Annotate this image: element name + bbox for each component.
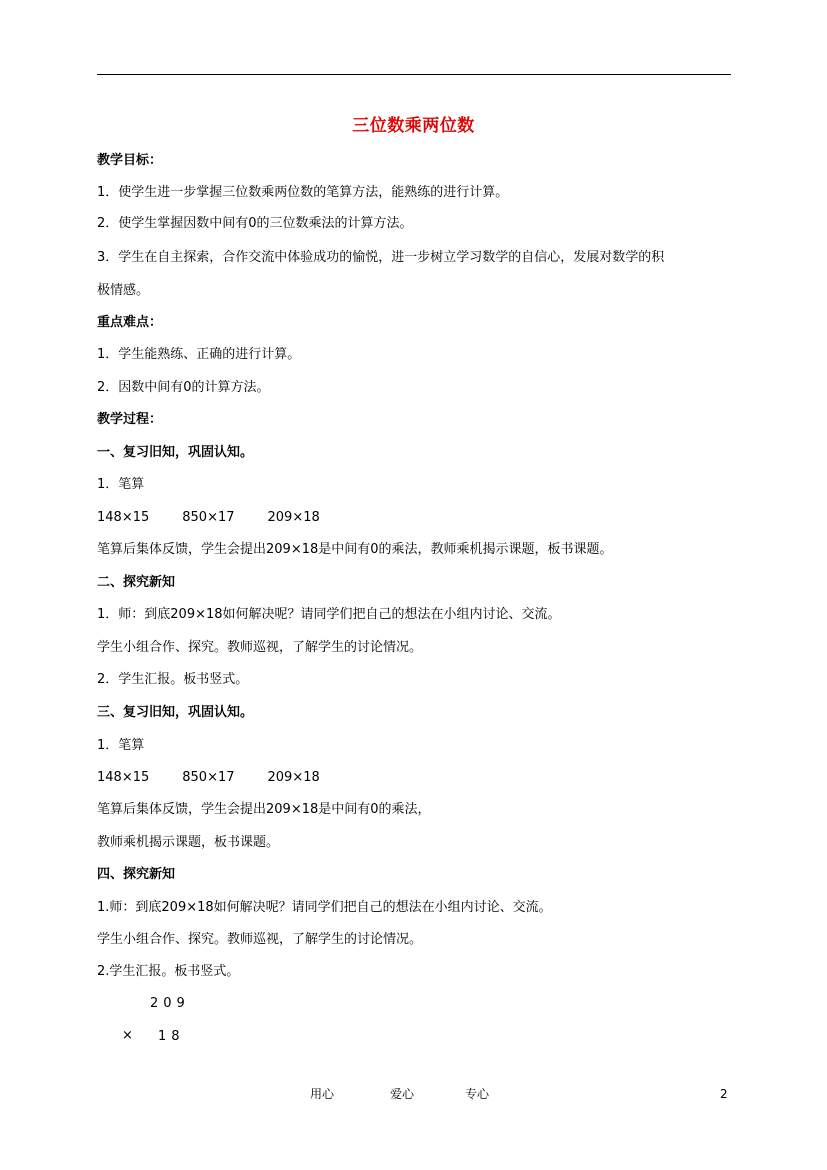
exercise-row [97,508,320,528]
section-heading: 重点难点： [97,315,163,330]
section-heading: 二、探究新知 [97,575,176,590]
page-number: 2 [720,1087,728,1101]
body-line: 学生小组合作、探究。教师巡视，了解学生的讨论情况。 [97,640,423,655]
header-rule [97,74,731,75]
footer-item: 专心 [465,1087,490,1101]
body-line: 教师乘机揭示课题，板书课题。 [97,835,280,850]
exercise-item: 148×15 [97,510,150,525]
body-line: 极情感。 [97,283,150,298]
footer-item: 用心 [310,1087,335,1101]
vertical-multiplicand: 209 [150,996,190,1011]
exercise-item: 850×17 [182,510,235,525]
body-line: 2．学生汇报。板书竖式。 [97,672,249,687]
body-line: 笔算后集体反馈，学生会提出209×18是中间有0的乘法，教师乘机揭示课题，板书课题。 [97,542,613,557]
section-heading: 教学过程： [97,412,163,427]
vertical-multiplier: 18 [158,1029,185,1044]
exercise-row [97,768,320,788]
body-line: 2．使学生掌握因数中间有0的三位数乘法的计算方法。 [97,216,413,231]
body-line: 2．因数中间有0的计算方法。 [97,380,270,395]
section-heading: 一、复习旧知，巩固认知。 [97,445,254,460]
body-line: 笔算后集体反馈，学生会提出209×18是中间有0的乘法， [97,802,431,817]
exercise-item: 850×17 [182,770,235,785]
body-line: 1．笔算 [97,477,145,492]
exercise-item: 148×15 [97,770,150,785]
body-line: 2.学生汇报。板书竖式。 [97,964,240,979]
body-line: 1．使学生进一步掌握三位数乘两位数的笔算方法，能熟练的进行计算。 [97,185,509,200]
section-heading: 三、复习旧知，巩固认知。 [97,705,254,720]
body-line: 学生小组合作、探究。教师巡视，了解学生的讨论情况。 [97,932,423,947]
exercise-item: 209×18 [267,510,320,525]
body-line: 1．师：到底209×18如何解决呢？请同学们把自己的想法在小组内讨论、交流。 [97,607,561,622]
section-heading: 四、探究新知 [97,867,176,882]
section-heading: 教学目标： [97,153,163,168]
footer-item: 爱心 [390,1087,415,1101]
body-line: 3．学生在自主探索，合作交流中体验成功的愉悦，进一步树立学习数学的自信心，发展对数学的积 [97,250,665,265]
page-title: 三位数乘两位数 [352,116,475,136]
exercise-item: 209×18 [267,770,320,785]
vertical-multiply-sign: × [122,1028,138,1043]
body-line: 1．笔算 [97,738,145,753]
body-line: 1．学生能熟练、正确的进行计算。 [97,347,301,362]
body-line: 1.师：到底209×18如何解决呢？请同学们把自己的想法在小组内讨论、交流。 [97,900,552,915]
